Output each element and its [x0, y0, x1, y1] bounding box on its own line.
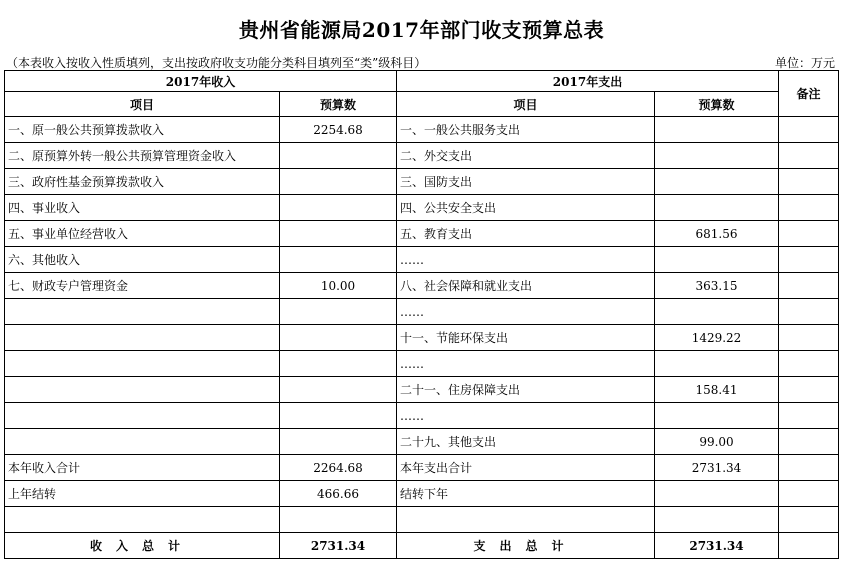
table-row: [5, 273, 839, 299]
income-amount-cell: [280, 247, 397, 273]
income-group-header: 2017年收入: [5, 71, 397, 92]
income-amount-cell: 2264.68: [280, 455, 397, 481]
income-item-cell: 七、财政专户管理资金: [5, 273, 280, 299]
totals-row: [5, 533, 839, 559]
header-row-columns: [5, 92, 839, 117]
income-item-cell: [5, 325, 280, 351]
expense-item-cell: ……: [397, 351, 655, 377]
income-item-cell: [5, 429, 280, 455]
table-row: [5, 351, 839, 377]
table-row: [5, 247, 839, 273]
page-title: 贵州省能源局2017年部门收支预算总表: [238, 18, 605, 42]
expense-amount-cell: 1429.22: [655, 325, 779, 351]
remark-cell: [779, 403, 839, 429]
remark-cell: [779, 533, 839, 559]
expense-item-cell: 结转下年: [397, 481, 655, 507]
remark-cell: [779, 481, 839, 507]
expense-item-cell: 二十一、住房保障支出: [397, 377, 655, 403]
expense-item-cell: ……: [397, 403, 655, 429]
income-item-header: 项目: [5, 92, 280, 117]
income-amount-cell: [280, 325, 397, 351]
expense-item-cell: 三、国防支出: [397, 169, 655, 195]
expense-amount-cell: [655, 143, 779, 169]
income-amount-cell: [280, 221, 397, 247]
remark-cell: [779, 221, 839, 247]
table-row: [5, 143, 839, 169]
income-item-cell: [5, 507, 280, 533]
table-row: [5, 299, 839, 325]
expense-amount-cell: [655, 299, 779, 325]
unit-label: 单位：万元: [774, 56, 835, 70]
expense-item-cell: 八、社会保障和就业支出: [397, 273, 655, 299]
income-amount-cell: [280, 195, 397, 221]
expense-amount-cell: [655, 195, 779, 221]
budget-table: [4, 70, 839, 559]
remark-cell: [779, 455, 839, 481]
expense-amount-cell: [655, 351, 779, 377]
expense-total-label: 支出总计: [397, 533, 655, 559]
income-amount-cell: [280, 351, 397, 377]
income-amount-cell: [280, 403, 397, 429]
expense-amount-cell: 99.00: [655, 429, 779, 455]
table-row: [5, 507, 839, 533]
expense-item-cell: ……: [397, 299, 655, 325]
income-item-cell: 四、事业收入: [5, 195, 280, 221]
remark-cell: [779, 377, 839, 403]
income-amount-header: 预算数: [280, 92, 397, 117]
income-item-cell: [5, 377, 280, 403]
expense-item-cell: 本年支出合计: [397, 455, 655, 481]
expense-item-cell: 十一、节能环保支出: [397, 325, 655, 351]
table-row: [5, 455, 839, 481]
expense-amount-cell: 158.41: [655, 377, 779, 403]
remark-cell: [779, 429, 839, 455]
income-amount-cell: [280, 299, 397, 325]
income-amount-cell: [280, 169, 397, 195]
table-row: [5, 169, 839, 195]
income-amount-cell: 466.66: [280, 481, 397, 507]
table-note: （本表收入按收入性质填列，支出按政府收支功能分类科目填列至“类”级科目）: [6, 56, 427, 70]
expense-item-cell: 五、教育支出: [397, 221, 655, 247]
expense-amount-cell: [655, 403, 779, 429]
expense-group-header: 2017年支出: [397, 71, 779, 92]
expense-item-cell: ……: [397, 247, 655, 273]
expense-item-cell: 二十九、其他支出: [397, 429, 655, 455]
expense-amount-cell: 363.15: [655, 273, 779, 299]
remark-cell: [779, 351, 839, 377]
income-amount-cell: [280, 143, 397, 169]
remark-cell: [779, 143, 839, 169]
table-row: [5, 325, 839, 351]
income-amount-cell: [280, 507, 397, 533]
remark-cell: [779, 507, 839, 533]
expense-amount-cell: [655, 117, 779, 143]
income-amount-cell: [280, 429, 397, 455]
expense-amount-cell: 2731.34: [655, 455, 779, 481]
income-item-cell: [5, 299, 280, 325]
table-row: [5, 117, 839, 143]
table-row: [5, 195, 839, 221]
income-item-cell: 上年结转: [5, 481, 280, 507]
income-item-cell: 六、其他收入: [5, 247, 280, 273]
income-amount-cell: 10.00: [280, 273, 397, 299]
income-item-cell: 一、原一般公共预算拨款收入: [5, 117, 280, 143]
income-item-cell: [5, 351, 280, 377]
expense-amount-cell: [655, 169, 779, 195]
income-item-cell: 本年收入合计: [5, 455, 280, 481]
income-total-label: 收入总计: [5, 533, 280, 559]
remark-cell: [779, 325, 839, 351]
expense-amount-cell: [655, 247, 779, 273]
table-row: [5, 429, 839, 455]
expense-amount-header: 预算数: [655, 92, 779, 117]
remark-cell: [779, 247, 839, 273]
income-item-cell: [5, 403, 280, 429]
expense-item-header: 项目: [397, 92, 655, 117]
expense-amount-cell: [655, 481, 779, 507]
remark-cell: [779, 299, 839, 325]
header-row-group: [5, 71, 839, 92]
income-amount-cell: [280, 377, 397, 403]
expense-item-cell: [397, 507, 655, 533]
remark-cell: [779, 273, 839, 299]
expense-total-amount: 2731.34: [655, 533, 779, 559]
table-row: [5, 221, 839, 247]
income-item-cell: 二、原预算外转一般公共预算管理资金收入: [5, 143, 280, 169]
remark-header: 备注: [779, 71, 839, 117]
expense-amount-cell: [655, 507, 779, 533]
income-item-cell: 三、政府性基金预算拨款收入: [5, 169, 280, 195]
table-row: [5, 481, 839, 507]
table-row: [5, 377, 839, 403]
income-item-cell: 五、事业单位经营收入: [5, 221, 280, 247]
table-row: [5, 403, 839, 429]
remark-cell: [779, 195, 839, 221]
income-total-amount: 2731.34: [280, 533, 397, 559]
income-amount-cell: 2254.68: [280, 117, 397, 143]
remark-cell: [779, 117, 839, 143]
remark-cell: [779, 169, 839, 195]
expense-amount-cell: 681.56: [655, 221, 779, 247]
expense-item-cell: 二、外交支出: [397, 143, 655, 169]
expense-item-cell: 四、公共安全支出: [397, 195, 655, 221]
expense-item-cell: 一、一般公共服务支出: [397, 117, 655, 143]
